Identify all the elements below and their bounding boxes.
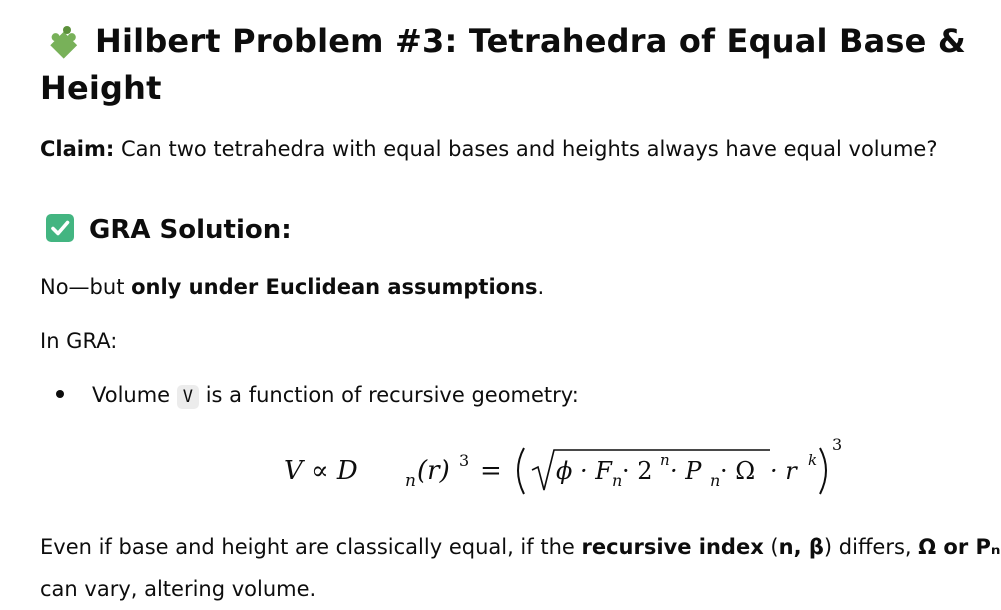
conclusion-line-1	[40, 526, 1001, 568]
formula-sub-n2: n	[612, 471, 623, 490]
formula-sup-n: n	[660, 451, 670, 469]
list-item	[40, 380, 579, 412]
formula-phi: ϕ · F	[556, 457, 612, 485]
formula-dot-r: · r	[770, 457, 797, 485]
conclusion-paragraph	[40, 526, 1001, 610]
bullet-dot	[56, 390, 64, 398]
conclusion-bold-2: n, β	[778, 535, 824, 559]
formula-lhs: V ∝ D	[284, 456, 358, 486]
formula-left-paren	[518, 448, 524, 494]
volume-formula	[284, 432, 844, 502]
puzzle-piece-icon	[45, 21, 81, 57]
formula-sub-n3: n	[710, 471, 721, 490]
formula-paren-r: (r)	[417, 456, 450, 486]
conclusion-mid: (	[763, 535, 779, 559]
answer-bold: only under Euclidean assumptions	[131, 275, 538, 299]
conclusion-bold-4: Pₙ	[975, 535, 1001, 559]
formula-dot-p: · P	[670, 457, 702, 485]
claim-text: Can two tetrahedra with equal bases and heights always have equal volume?	[114, 137, 938, 161]
conclusion-pre: Even if base and height are classically equal, if the	[40, 535, 582, 559]
formula-outer-cube: 3	[832, 435, 843, 454]
formula-omega: · Ω	[720, 457, 756, 485]
formula-two: · 2	[622, 457, 653, 485]
conclusion-or: or	[936, 535, 976, 559]
formula-sub-n: n	[405, 471, 416, 491]
solution-heading	[40, 212, 292, 248]
formula-sup-k: k	[808, 451, 818, 469]
page-title-text: Hilbert Problem #3: Tetrahedra of Equal Base & Height	[40, 22, 966, 107]
answer-suffix: .	[537, 275, 545, 299]
formula-eq: =	[480, 456, 502, 486]
inline-code: V	[177, 385, 199, 409]
formula-cube: 3	[459, 451, 470, 470]
solution-heading-text: GRA Solution:	[89, 215, 292, 245]
bullet-pre: Volume	[92, 383, 177, 407]
answer-prefix: No—but	[40, 275, 132, 299]
claim-label: Claim:	[40, 137, 115, 161]
answer-paragraph	[40, 272, 544, 302]
claim-paragraph	[40, 134, 937, 164]
conclusion-bold-3: Ω	[918, 535, 937, 559]
in-gra-paragraph: In GRA:	[40, 329, 118, 353]
conclusion-bold-1: recursive index	[581, 535, 764, 559]
bullet-post: is a function of recursive geometry:	[199, 383, 579, 407]
conclusion-post: ) differs,	[823, 535, 919, 559]
page-title	[40, 18, 986, 112]
formula-right-paren	[820, 448, 826, 494]
conclusion-line-2: can vary, altering volume.	[40, 577, 317, 601]
check-mark-button-icon	[45, 213, 75, 243]
